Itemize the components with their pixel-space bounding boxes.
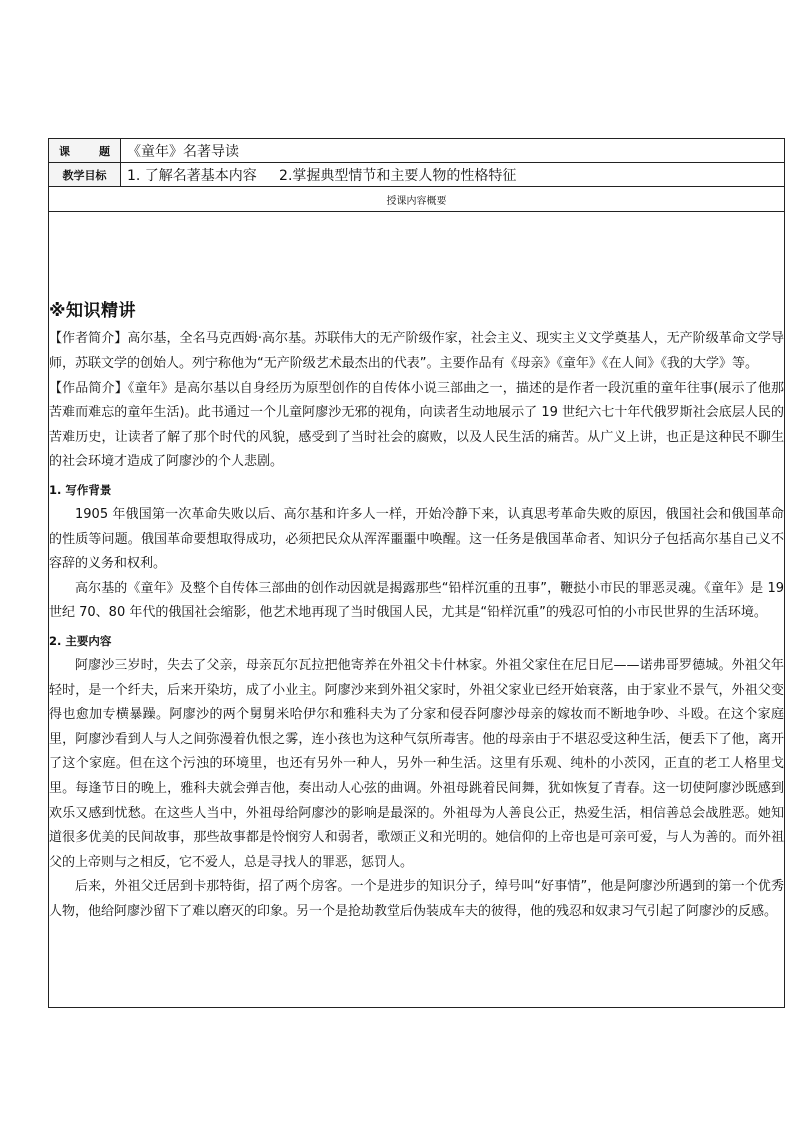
summary-row (49, 187, 785, 212)
content-cell (49, 212, 785, 1008)
goal-label: 教学目标 (49, 163, 121, 187)
section-title: ※知识精讲 (49, 301, 137, 322)
main-paragraph-1: 阿廖沙三岁时，失去了父亲，母亲瓦尔瓦拉把他寄养在外祖父卡什林家。外祖父家住在尼日尼——诺弗哥罗德城。外祖父年轻时，是一个纤夫，后来开染坊，成了小业主。阿廖沙来到外祖父家时，外祖父家业已经开始衰落，由于家业不景气，外祖父变得也愈加专横暴躁。阿廖沙的两个舅舅米哈伊尔和雅科夫为了分家和侵吞阿廖沙母亲的嫁妆而不断地争吵、斗殴。在这个家庭里，阿廖沙看到人与人之间弥漫着仇恨之雾，连小孩也为这种气氛所毒害。他的母亲由于不堪忍受这种生活，便丢下了他，离开了这个家庭。但在这个污浊的环境里，也还有另外一种人，另外一种生活。这里有乐观、纯朴的小茨冈，正直的老工人格里戈里。每逢节日的晚上，雅科夫就会弹吉他，奏出动人心弦的曲调。外祖母跳着民间舞，犹如恢复了青春。这一切使阿廖沙既感到欢乐又感到忧愁。在这些人当中，外祖母给阿廖沙的影响是最深的。外祖母为人善良公正，热爱生活，相信善总会战胜恶。她知道很多优美的民间故事，那些故事都是怜悯穷人和弱者，歌颂正义和光明的。她信仰的上帝也是可亲可爱，与人为善的。而外祖父的上帝则与之相反，它不爱人，总是寻找人的罪恶，惩罚人。 (49, 658, 784, 870)
topic-value: 《童年》名著导读 (121, 139, 785, 163)
background-paragraph-2: 高尔基的《童年》及整个自传体三部曲的创作动因就是揭露那些“铅样沉重的丑事”，鞭挞小市民的罪恶灵魂。《童年》是 19 世纪 70、80 年代的俄国社会缩影，他艺术地再现了当时俄国人民，尤其是“铅样沉重”的残忍可怕的小市民世界的生活环境。 (49, 580, 784, 621)
heading-background: 1. 写作背景 (49, 483, 112, 498)
goal-row (49, 163, 785, 187)
topic-label-char-2: 题 (99, 144, 110, 158)
work-paragraph (49, 377, 784, 475)
topic-row (49, 139, 785, 163)
background-paragraph-1: 1905 年俄国第一次革命失败以后、高尔基和许多人一样，开始冷静下来，认真思考革命失败的原因，俄国社会和俄国革命的性质等问题。俄国革命要想取得成功，必须把民众从浑浑噩噩中唤醒。这一任务是俄国革命者、知识分子包括高尔基自己义不容辞的义务和权利。 (49, 507, 784, 572)
author-paragraph (49, 327, 784, 376)
work-tag: 【作品简介】 (49, 380, 128, 396)
heading-main-content: 2. 主要内容 (49, 634, 112, 648)
lesson-table (48, 138, 785, 1008)
content-row (49, 212, 785, 1008)
author-text: 高尔基，全名马克西姆·高尔基。苏联伟大的无产阶级作家，社会主义、现实主义文学奠基人，无产阶级革命文学导师，苏联文学的创始人。列宁称他为“无产阶级艺术最杰出的代表”。主要作品有《母亲》《童年》《在人间》《我的大学》等。 (49, 331, 784, 372)
topic-label-char-1: 课 (59, 144, 70, 158)
lesson-sheet (48, 138, 785, 1008)
work-text: 《童年》是高尔基以自身经历为原型创作的自传体小说三部曲之一，描述的是作者一段沉重的童年往事(展示了他那苦难而难忘的童年生活)。此书通过一个儿童阿廖沙无邪的视角，向读者生动地展示了 19 世纪六七十年代俄罗斯社会底层人民的苦难历史，让读者了解了那个时代的风貌，感受到了当时社会的腐败，以及人民生活的痛苦。从广义上讲，也正是这种民不聊生的社会环境才造成了阿廖沙的个人悲剧。 (49, 380, 784, 470)
goal-value: 1. 了解名著基本内容 2.掌握典型情节和主要人物的性格特征 (121, 163, 785, 187)
topic-label (49, 139, 121, 163)
main-paragraph-2: 后来，外祖父迁居到卡那特街，招了两个房客。一个是进步的知识分子，绰号叫“好事情”，他是阿廖沙所遇到的第一个优秀人物，他给阿廖沙留下了难以磨灭的印象。另一个是抢劫教堂后伪装成车夫的彼得，他的残忍和奴隶习气引起了阿廖沙的反感。 (49, 879, 784, 919)
summary-label: 授课内容概要 (49, 187, 785, 212)
author-tag: 【作者简介】 (49, 331, 128, 347)
